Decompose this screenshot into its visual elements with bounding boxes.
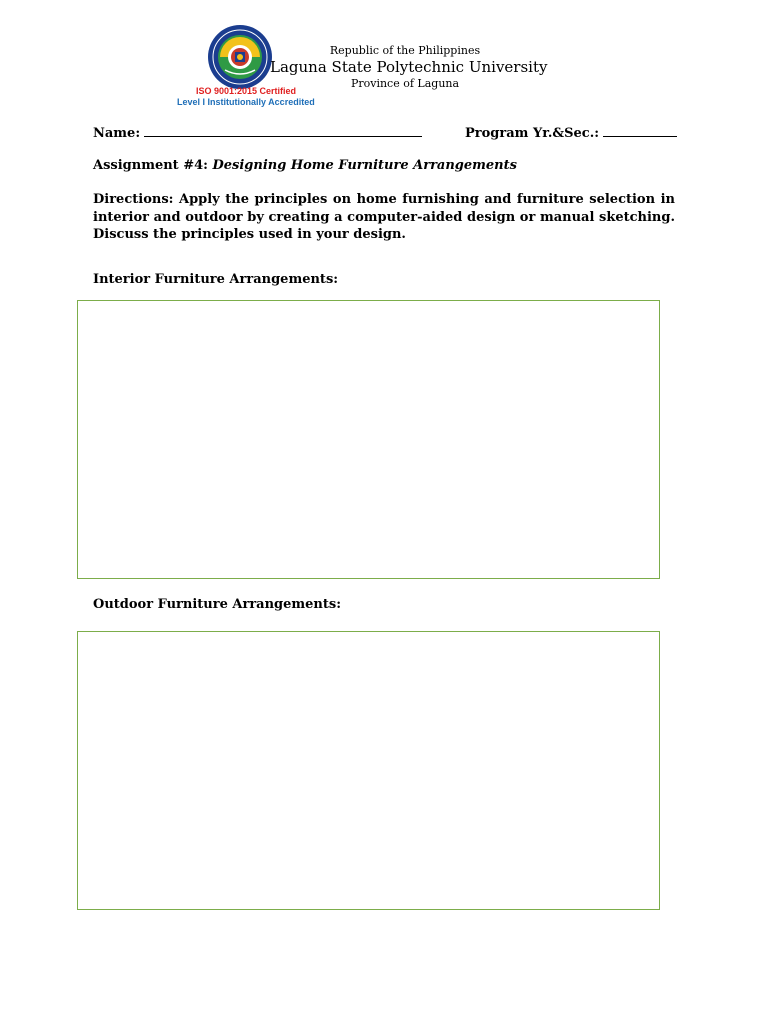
outdoor-drawing-box[interactable] <box>77 631 660 910</box>
assignment-label: Assignment #4: <box>93 158 208 173</box>
outdoor-section-label: Outdoor Furniture Arrangements: <box>93 597 342 612</box>
program-label: Program Yr.&Sec.: <box>465 126 600 141</box>
name-blank-line[interactable] <box>144 124 422 137</box>
university-seal-logo <box>207 24 273 90</box>
program-blank-line[interactable] <box>603 124 677 137</box>
name-field <box>93 124 422 141</box>
interior-section-label: Interior Furniture Arrangements: <box>93 272 339 287</box>
header-province: Province of Laguna <box>350 77 460 90</box>
header-university: Laguna State Polytechnic University <box>270 58 548 76</box>
iso-certification: ISO 9001:2015 Certified <box>196 86 297 96</box>
assignment-title: Designing Home Furniture Arrangements <box>212 158 517 173</box>
directions-text: Directions: Apply the principles on home furnishing and furniture selection in interior and outdoor by creating a computer-aided design or manual sketching. Discuss the principles used in your design. <box>93 192 675 242</box>
name-label: Name: <box>93 126 141 141</box>
assignment-heading <box>93 158 517 173</box>
accreditation-level: Level I Institutionally Accredited <box>177 97 315 107</box>
interior-drawing-box[interactable] <box>77 300 660 579</box>
header-country: Republic of the Philippines <box>329 44 481 57</box>
program-field <box>465 124 677 141</box>
